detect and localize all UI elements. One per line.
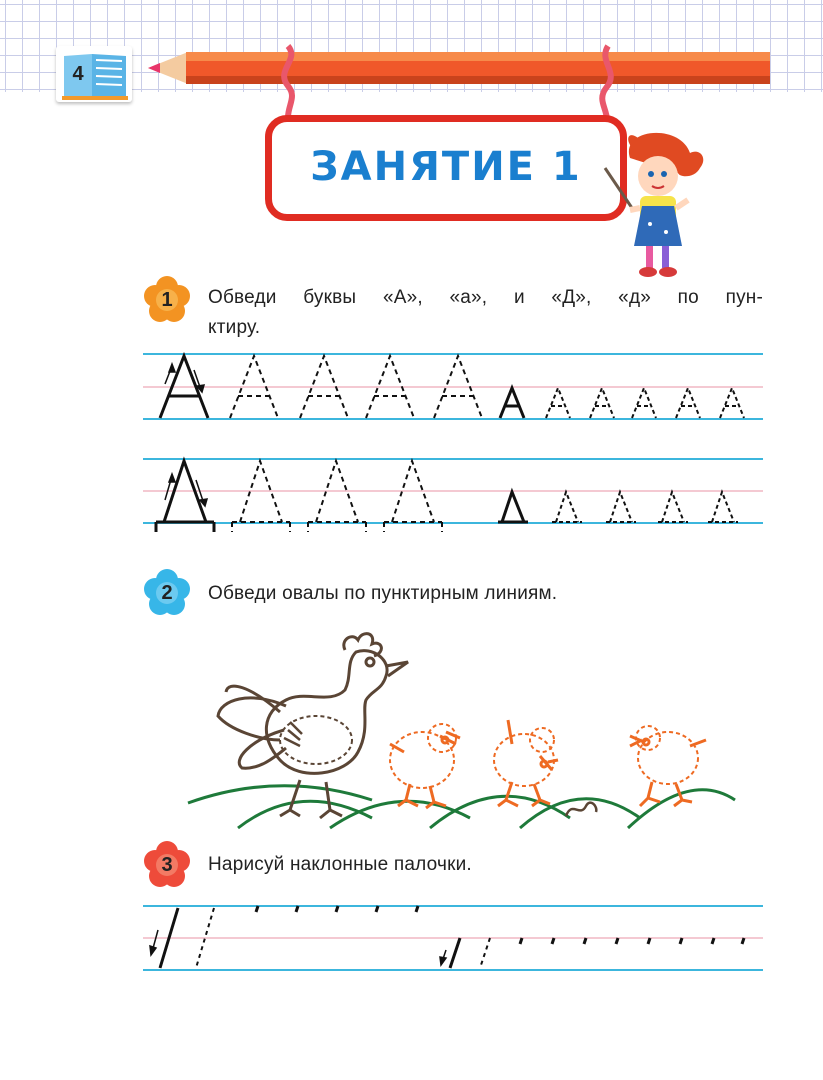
task-1-line-1: Обведи буквы «А», «а», и «Д», «д» по пун-: [208, 287, 763, 308]
page-number: 4: [72, 63, 84, 85]
task-2-instruction: Обведи овалы по пунктирным линиям.: [208, 583, 558, 604]
task-1-line-2: ктиру.: [208, 317, 261, 338]
task-number: 2: [161, 582, 173, 604]
lesson-title: ЗАНЯТИЕ 1: [310, 144, 582, 190]
task-number: 3: [161, 854, 173, 876]
task-3-instruction: Нарисуй наклонные палочки.: [208, 854, 472, 875]
task-number: 1: [161, 289, 173, 311]
